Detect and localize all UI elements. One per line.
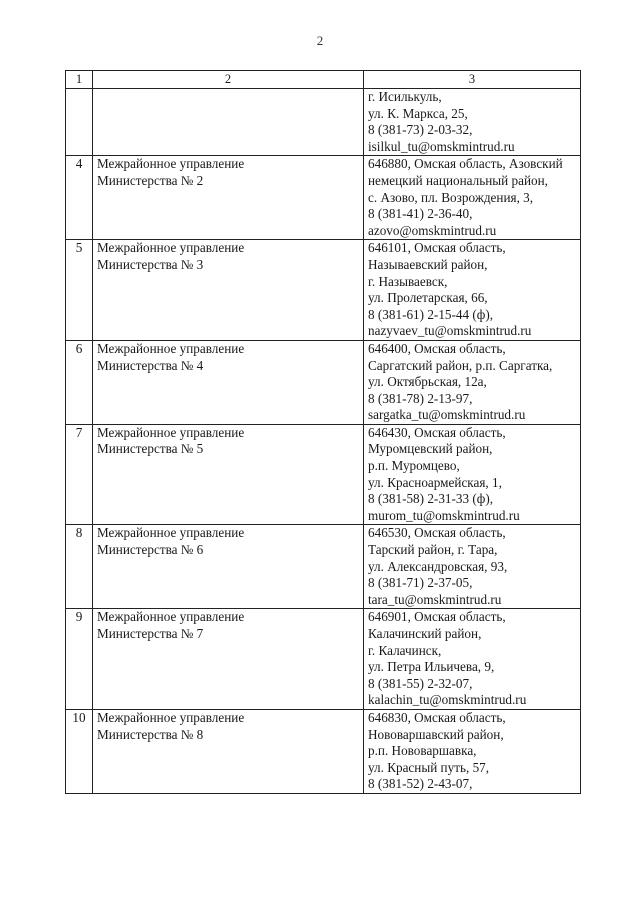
row-number: 6 [66, 340, 93, 424]
address-line: kalachin_tu@omskmintrud.ru [368, 692, 527, 708]
row-number: 10 [66, 709, 93, 793]
office-name-line: Министерства № 7 [97, 626, 204, 641]
office-name-line: Министерства № 2 [97, 172, 204, 188]
address-line: р.п. Нововаршавка, [368, 743, 477, 759]
office-name-line: Министерства № 6 [97, 542, 204, 558]
office-address [364, 609, 581, 710]
address-line: г. Калачинск, [368, 642, 442, 658]
address-line: с. Азово, пл. Возрождения, 3, [368, 189, 534, 205]
page-number: 2 [316, 33, 324, 48]
office-address [364, 525, 581, 609]
office-name-line: Министерства № 5 [97, 441, 204, 457]
table-row [66, 424, 581, 525]
office-address [364, 424, 581, 525]
office-address [364, 340, 581, 424]
address-line: р.п. Муромцево, [368, 458, 460, 474]
table-body [66, 89, 581, 794]
table-row [66, 709, 581, 793]
office-name-line: Межрайонное управление [97, 709, 245, 725]
office-name-line: Межрайонное управление [97, 240, 245, 256]
row-number [66, 89, 93, 156]
row-number: 8 [66, 525, 93, 609]
address-line: ул. Пролетарская, 66, [368, 290, 488, 306]
office-name [93, 525, 364, 609]
address-line: г. Называевск, [368, 273, 448, 289]
office-name-line: Межрайонное управление [97, 340, 245, 356]
address-line: nazyvaev_tu@omskmintrud.ru [368, 323, 532, 339]
address-line: Муромцевский район, [368, 441, 493, 457]
office-name [93, 609, 364, 710]
address-line: 646880, Омская область, Азовский [368, 156, 563, 172]
row-number: 4 [66, 156, 93, 240]
address-line: ул. Октябрьская, 12а, [368, 374, 487, 390]
address-line: tara_tu@omskmintrud.ru [368, 591, 502, 607]
office-name-line: Министерства № 4 [97, 357, 204, 373]
address-line: 8 (381-73) 2-03-32, [368, 122, 473, 138]
address-line: Калачинский район, [368, 626, 482, 641]
address-line: ул. Красноармейская, 1, [368, 474, 502, 490]
address-line: 8 (381-52) 2-43-07, [368, 776, 473, 792]
address-line: ул. К. Маркса, 25, [368, 105, 468, 121]
office-address [364, 709, 581, 793]
address-line: немецкий национальный район, [368, 172, 548, 188]
address-line: 646830, Омская область, [368, 709, 506, 725]
table-row [66, 156, 581, 240]
office-name-line: Межрайонное управление [97, 156, 245, 172]
office-address [364, 240, 581, 341]
offices-table [65, 70, 581, 794]
office-name-line: Межрайонное управление [97, 525, 245, 541]
address-line: 8 (381-71) 2-37-05, [368, 575, 473, 591]
table-row [66, 340, 581, 424]
address-line: 646400, Омская область, [368, 340, 506, 356]
office-name [93, 709, 364, 793]
row-number: 7 [66, 424, 93, 525]
address-line: ул. Александровская, 93, [368, 558, 508, 574]
row-number: 5 [66, 240, 93, 341]
address-line: 8 (381-78) 2-13-97, [368, 390, 473, 406]
header-col-2: 2 [93, 71, 364, 89]
office-name-line: Министерства № 3 [97, 256, 204, 272]
office-name [93, 240, 364, 341]
office-address [364, 89, 581, 156]
address-line: sargatka_tu@omskmintrud.ru [368, 407, 526, 423]
address-line: Нововаршавский район, [368, 726, 504, 742]
office-name-line: Межрайонное управление [97, 424, 245, 440]
table-row [66, 89, 581, 156]
table-row [66, 240, 581, 341]
address-line: г. Исилькуль, [368, 89, 442, 104]
office-name-line: Министерства № 8 [97, 726, 204, 742]
address-line: Называевский район, [368, 256, 488, 272]
address-line: 646430, Омская область, [368, 424, 506, 440]
address-line: 646101, Омская область, [368, 240, 506, 256]
office-address [364, 156, 581, 240]
address-line: 646530, Омская область, [368, 525, 506, 541]
table-row [66, 525, 581, 609]
address-line: isilkul_tu@omskmintrud.ru [368, 138, 515, 154]
address-line: ул. Петра Ильичева, 9, [368, 659, 495, 675]
address-line: 646901, Омская область, [368, 609, 506, 625]
row-number: 9 [66, 609, 93, 710]
header-col-1: 1 [66, 71, 93, 89]
address-line: ул. Красный путь, 57, [368, 759, 490, 775]
address-line: 8 (381-61) 2-15-44 (ф), [368, 306, 494, 322]
address-line: 8 (381-55) 2-32-07, [368, 675, 473, 691]
office-name [93, 156, 364, 240]
address-line: 8 (381-58) 2-31-33 (ф), [368, 491, 494, 507]
table-row [66, 609, 581, 710]
address-line: Саргатский район, р.п. Саргатка, [368, 357, 553, 373]
office-name [93, 89, 364, 156]
address-line: murom_tu@omskmintrud.ru [368, 507, 520, 523]
header-col-3: 3 [364, 71, 581, 89]
table-header-row [66, 71, 581, 89]
office-name-line: Межрайонное управление [97, 609, 245, 625]
address-line: azovo@omskmintrud.ru [368, 222, 497, 238]
address-line: 8 (381-41) 2-36-40, [368, 206, 473, 222]
office-name [93, 340, 364, 424]
address-line: Тарский район, г. Тара, [368, 542, 498, 558]
office-name [93, 424, 364, 525]
